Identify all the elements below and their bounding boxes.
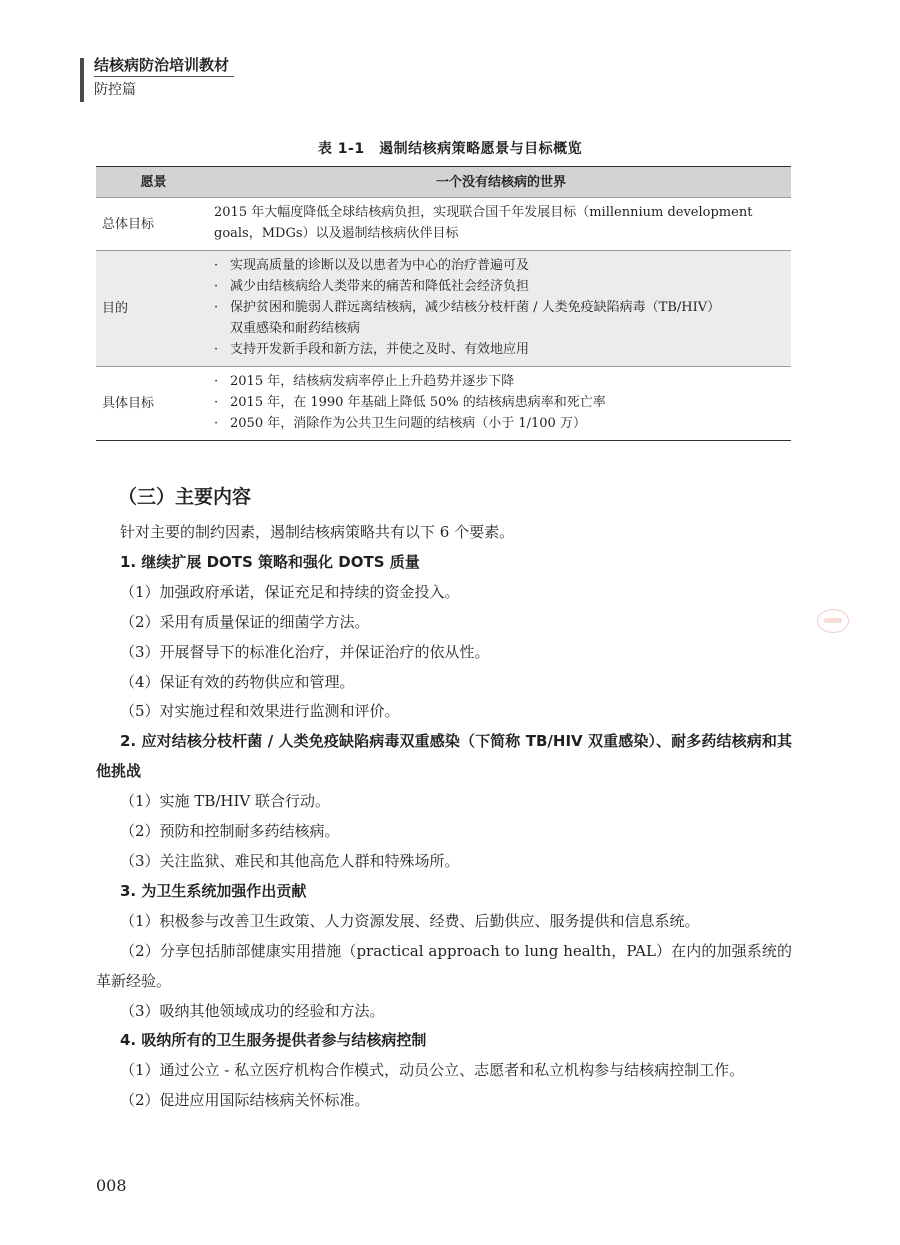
- paragraph: （2）分享包括肺部健康实用措施（practical approach to lung health，PAL）在内的加强系统的革新经验。: [96, 941, 792, 990]
- paragraph: （2）促进应用国际结核病关怀标准。: [120, 1091, 370, 1110]
- table-row-specific-targets: [96, 367, 791, 441]
- library-stamp-icon: [817, 609, 849, 633]
- header-rule: [94, 76, 234, 77]
- vision-label: 愿景: [140, 174, 167, 190]
- paragraph: （3）关注监狱、难民和其他高危人群和特殊场所。: [120, 851, 460, 870]
- page-number: 008: [96, 1176, 127, 1195]
- goals-table: [96, 166, 791, 441]
- paragraph: （1）积极参与改善卫生政策、人力资源发展、经费、后勤供应、服务提供和信息系统。: [120, 911, 700, 930]
- paragraph: （2）预防和控制耐多药结核病。: [120, 822, 340, 841]
- bullet-item: · 2015 年，结核病发病率停止上升趋势并逐步下降: [214, 371, 785, 392]
- numbered-heading: 2. 应对结核分枝杆菌 / 人类免疫缺陷病毒双重感染（下简称 TB/HIV 双重感染）、耐多药结核病和其他挑战: [96, 732, 792, 781]
- body-text: [96, 518, 792, 1116]
- bullet-dot: ·: [214, 258, 219, 273]
- bullet-dot: ·: [214, 395, 219, 410]
- table-header-row: [96, 166, 791, 198]
- paragraph: （1）实施 TB/HIV 联合行动。: [120, 792, 331, 811]
- row-label: 具体目标: [102, 396, 155, 411]
- table-row-overall-goal: [96, 198, 791, 251]
- bullet-item: · 保护贫困和脆弱人群远离结核病，减少结核分枝杆菌 / 人类免疫缺陷病毒（TB/HIV）: [214, 297, 785, 318]
- header-bar: [80, 58, 84, 102]
- bullet-item: · 实现高质量的诊断以及以患者为中心的治疗普遍可及: [214, 255, 785, 276]
- bullet-dot: ·: [214, 416, 219, 431]
- paragraph: （5）对实施过程和效果进行监测和评价。: [120, 702, 400, 721]
- section-heading: （三）主要内容: [118, 486, 252, 508]
- bullet-item: · 支持开发新手段和新方法，并使之及时、有效地应用: [214, 339, 785, 360]
- row-content: [211, 251, 791, 366]
- bullet-dot: ·: [214, 374, 219, 389]
- paragraph: （3）吸纳其他领域成功的经验和方法。: [120, 1001, 385, 1020]
- row-line: goals，MDGs）以及遏制结核病伙伴目标: [214, 226, 459, 241]
- row-label: 目的: [102, 301, 129, 316]
- paragraph: （1）通过公立 - 私立医疗机构合作模式，动员公立、志愿者和私立机构参与结核病控制工作。: [120, 1061, 745, 1080]
- vision-value: 一个没有结核病的世界: [435, 174, 566, 190]
- numbered-heading: 4. 吸纳所有的卫生服务提供者参与结核病控制: [120, 1031, 427, 1050]
- paragraph: 针对主要的制约因素，遏制结核病策略共有以下 6 个要素。: [120, 523, 515, 541]
- numbered-heading: 3. 为卫生系统加强作出贡献: [120, 881, 307, 900]
- table-caption: 表 1-1 遏制结核病策略愿景与目标概览: [317, 141, 583, 157]
- row-content: [211, 198, 791, 250]
- running-header-subtitle: 防控篇: [94, 82, 136, 98]
- paragraph: （3）开展督导下的标准化治疗，并保证治疗的依从性。: [120, 642, 490, 661]
- bullet-item: · 2015 年，在 1990 年基础上降低 50% 的结核病患病率和死亡率: [214, 392, 785, 413]
- paragraph: （1）加强政府承诺，保证充足和持续的资金投入。: [120, 582, 460, 601]
- row-label: 总体目标: [102, 216, 155, 232]
- running-header-title: 结核病防治培训教材: [94, 56, 230, 74]
- bullet-item: · 减少由结核病给人类带来的痛苦和降低社会经济负担: [214, 276, 785, 297]
- bullet-continuation: 双重感染和耐药结核病: [230, 321, 361, 336]
- bullet-dot: ·: [214, 342, 219, 357]
- row-line: 2015 年大幅度降低全球结核病负担，实现联合国千年发展目标（millennium development: [214, 205, 753, 220]
- paragraph: （4）保证有效的药物供应和管理。: [120, 672, 355, 691]
- bullet-dot: ·: [214, 279, 219, 294]
- row-content: [211, 367, 791, 440]
- numbered-heading: 1. 继续扩展 DOTS 策略和强化 DOTS 质量: [120, 552, 420, 571]
- bullet-item: · 2050 年，消除作为公共卫生问题的结核病（小于 1/100 万）: [214, 413, 785, 434]
- table-row-purpose: [96, 251, 791, 367]
- bullet-dot: ·: [214, 300, 219, 315]
- paragraph: （2）采用有质量保证的细菌学方法。: [120, 612, 370, 631]
